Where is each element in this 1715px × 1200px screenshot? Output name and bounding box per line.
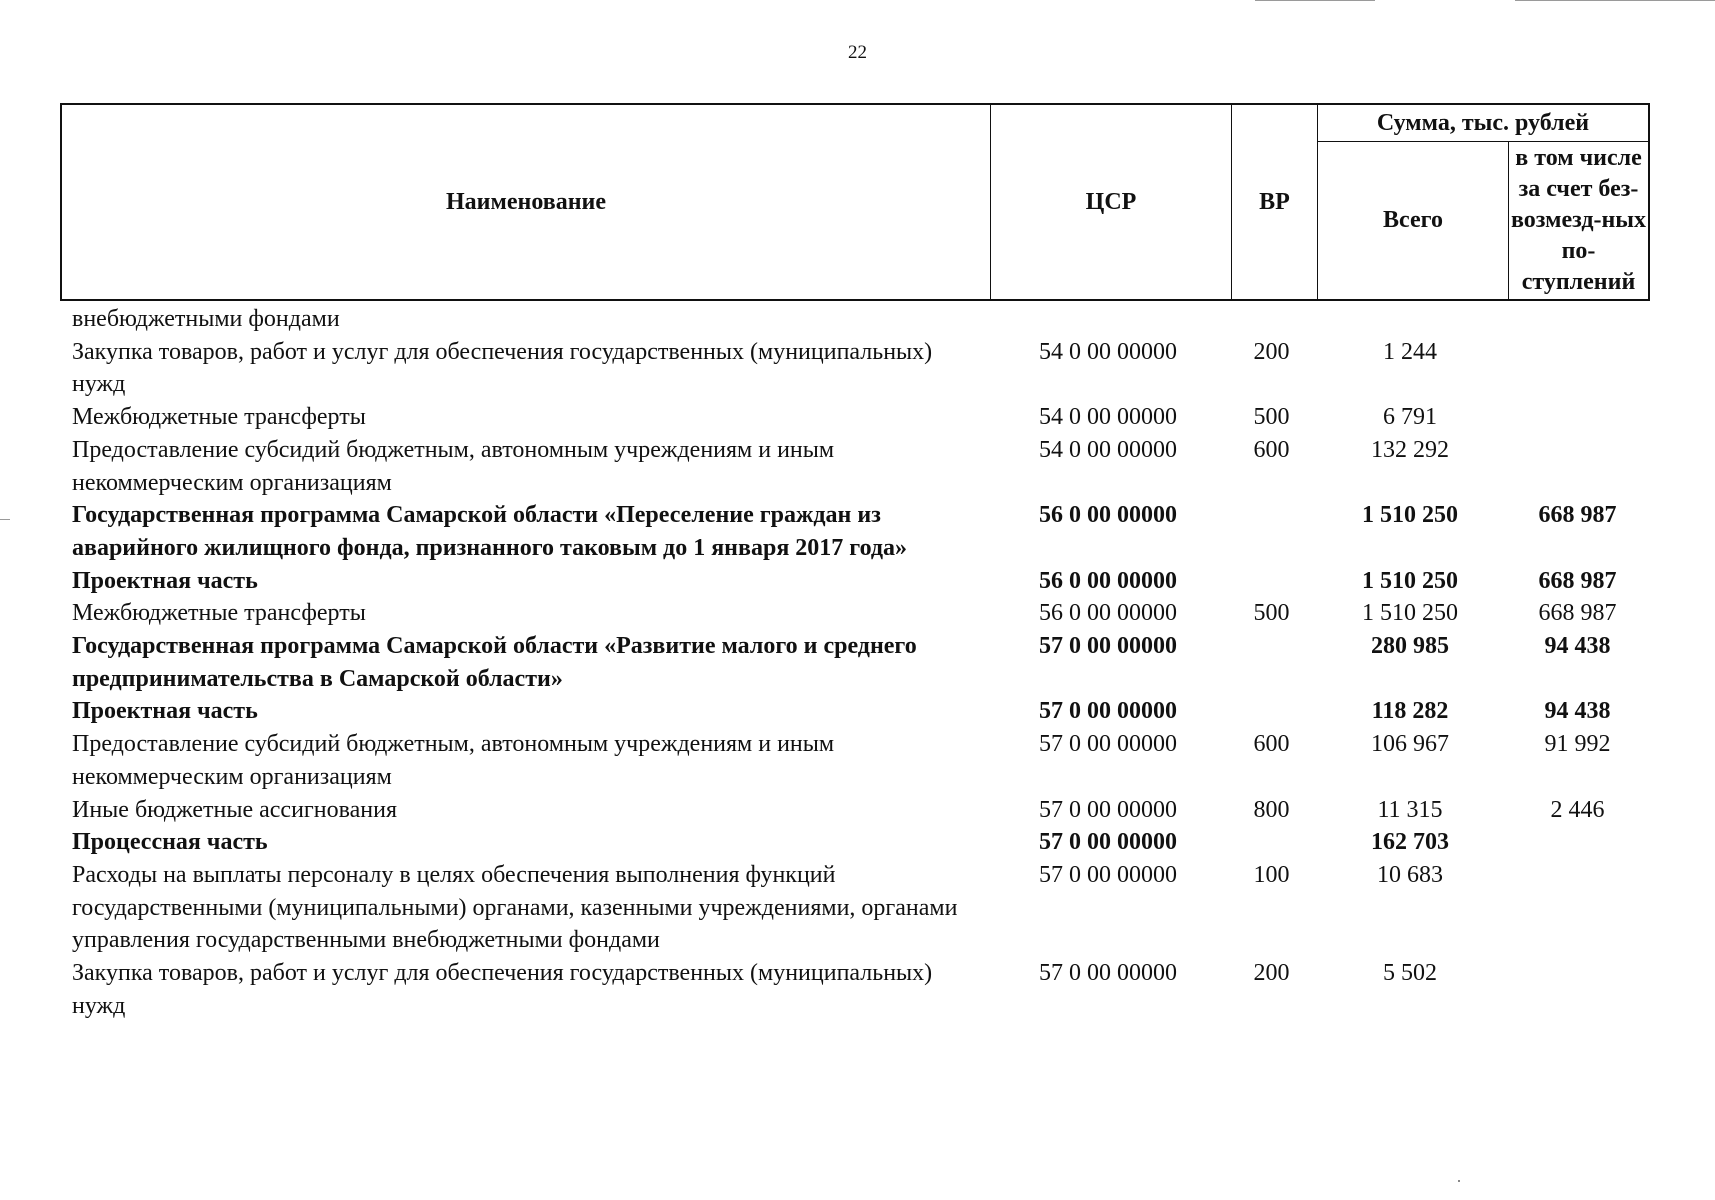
row-name: Проектная часть xyxy=(72,567,258,594)
table-row xyxy=(60,630,1650,695)
table-row xyxy=(60,794,1650,827)
row-vr: 800 xyxy=(1253,796,1290,823)
row-vr xyxy=(1228,695,1315,728)
row-csr: 57 0 00 00000 xyxy=(1039,796,1177,823)
row-vr: 100 xyxy=(1253,861,1290,888)
row-total: 1 244 xyxy=(1383,338,1437,365)
row-csr: 57 0 00 00000 xyxy=(1039,698,1177,725)
row-total: 1 510 250 xyxy=(1362,502,1458,529)
table-row xyxy=(60,597,1650,630)
row-including: 94 438 xyxy=(1544,633,1611,660)
table-row xyxy=(60,401,1650,434)
header-total: Всего xyxy=(1383,207,1443,233)
row-csr: 57 0 00 00000 xyxy=(1039,829,1177,856)
scan-artifact-top-left xyxy=(1255,0,1375,1)
header-csr: ЦСР xyxy=(1085,188,1137,215)
table-row xyxy=(60,826,1650,859)
row-total: 6 791 xyxy=(1383,404,1437,431)
row-total xyxy=(1315,303,1505,336)
row-total: 11 315 xyxy=(1377,796,1443,823)
row-vr xyxy=(1228,565,1315,598)
row-total: 162 703 xyxy=(1371,829,1449,856)
row-including xyxy=(1505,401,1650,434)
row-name: Иные бюджетные ассигнования xyxy=(72,796,397,823)
header-including: в том числе за счет без-возмезд-ных по-ступлений xyxy=(1511,145,1647,295)
row-csr: 57 0 00 00000 xyxy=(1039,861,1177,888)
scan-artifact-left-edge xyxy=(0,519,10,520)
header-vr: ВР xyxy=(1259,188,1290,215)
table-row xyxy=(60,695,1650,728)
row-name: Межбюджетные трансферты xyxy=(72,404,366,431)
table-row xyxy=(60,565,1650,598)
row-total: 280 985 xyxy=(1371,633,1449,660)
row-name: Процессная часть xyxy=(72,829,268,856)
table-header xyxy=(60,103,1650,301)
row-including xyxy=(1505,434,1650,499)
row-total: 106 967 xyxy=(1371,731,1449,758)
table-row xyxy=(60,499,1650,564)
scan-speck xyxy=(1458,1180,1460,1182)
row-including: 668 987 xyxy=(1538,567,1617,594)
row-total: 118 282 xyxy=(1371,698,1449,725)
row-name: Предоставление субсидий бюджетным, автономным учреждениям и иным некоммерческим организациям xyxy=(72,731,835,790)
row-name: Государственная программа Самарской области «Развитие малого и среднего предпринимательства в Самарской области» xyxy=(72,633,917,692)
row-vr: 600 xyxy=(1253,436,1290,463)
row-csr: 57 0 00 00000 xyxy=(1039,731,1177,758)
row-csr: 56 0 00 00000 xyxy=(1039,600,1177,627)
row-vr: 600 xyxy=(1253,731,1290,758)
row-total: 1 510 250 xyxy=(1362,600,1458,627)
row-csr: 54 0 00 00000 xyxy=(1039,338,1177,365)
table-row xyxy=(60,303,1650,336)
row-total: 10 683 xyxy=(1377,861,1443,888)
row-csr: 54 0 00 00000 xyxy=(1039,404,1177,431)
row-including: 668 987 xyxy=(1538,600,1617,627)
row-including: 2 446 xyxy=(1550,796,1605,823)
row-including xyxy=(1505,957,1650,1022)
row-including: 91 992 xyxy=(1544,731,1611,758)
page-number: 22 xyxy=(848,42,867,63)
row-csr: 57 0 00 00000 xyxy=(1039,633,1177,660)
row-including: 668 987 xyxy=(1538,502,1617,529)
row-csr xyxy=(988,303,1228,336)
row-name: Закупка товаров, работ и услуг для обеспечения государственных (муниципальных) нужд xyxy=(72,338,933,398)
row-vr xyxy=(1228,826,1315,859)
row-name: Межбюджетные трансферты xyxy=(72,600,366,627)
header-sum: Сумма, тыс. рублей xyxy=(1376,109,1590,136)
row-csr: 54 0 00 00000 xyxy=(1039,436,1177,463)
row-vr: 500 xyxy=(1253,404,1290,431)
row-including: 94 438 xyxy=(1544,698,1611,725)
header-name: Наименование xyxy=(446,188,606,215)
row-csr: 56 0 00 00000 xyxy=(1039,567,1177,594)
row-total: 5 502 xyxy=(1383,960,1437,987)
row-vr: 500 xyxy=(1253,600,1290,627)
row-including xyxy=(1505,303,1650,336)
row-total: 132 292 xyxy=(1371,436,1449,463)
row-name: Предоставление субсидий бюджетным, автономным учреждениям и иным некоммерческим организациям xyxy=(72,436,835,496)
row-vr xyxy=(1228,499,1315,564)
row-name: внебюджетными фондами xyxy=(72,306,340,332)
row-including xyxy=(1505,859,1650,957)
table-row xyxy=(60,434,1650,499)
row-including xyxy=(1505,826,1650,859)
table-row xyxy=(60,859,1650,957)
row-including xyxy=(1505,336,1650,401)
row-vr: 200 xyxy=(1253,338,1290,365)
scan-artifact-top-right xyxy=(1515,0,1715,1)
row-vr xyxy=(1228,630,1315,695)
row-vr: 200 xyxy=(1253,960,1290,987)
table-row xyxy=(60,728,1650,793)
row-name: Закупка товаров, работ и услуг для обеспечения государственных (муниципальных) нужд xyxy=(72,960,933,1019)
row-name: Проектная часть xyxy=(72,698,258,725)
row-total: 1 510 250 xyxy=(1362,567,1458,594)
row-name: Государственная программа Самарской области «Переселение граждан из аварийного жилищного фонда, признанного таковым до 1 января 2017 года» xyxy=(72,502,908,561)
table-row xyxy=(60,336,1650,401)
row-name: Расходы на выплаты персоналу в целях обеспечения выполнения функций государственными (муниципальными) органами, казенными учреждениями, органами управления государственными внебюджетными фондами xyxy=(72,861,958,954)
table-body xyxy=(60,303,1650,1022)
table-row xyxy=(60,957,1650,1022)
row-vr xyxy=(1228,303,1315,336)
row-csr: 57 0 00 00000 xyxy=(1039,960,1177,987)
row-csr: 56 0 00 00000 xyxy=(1039,502,1177,529)
